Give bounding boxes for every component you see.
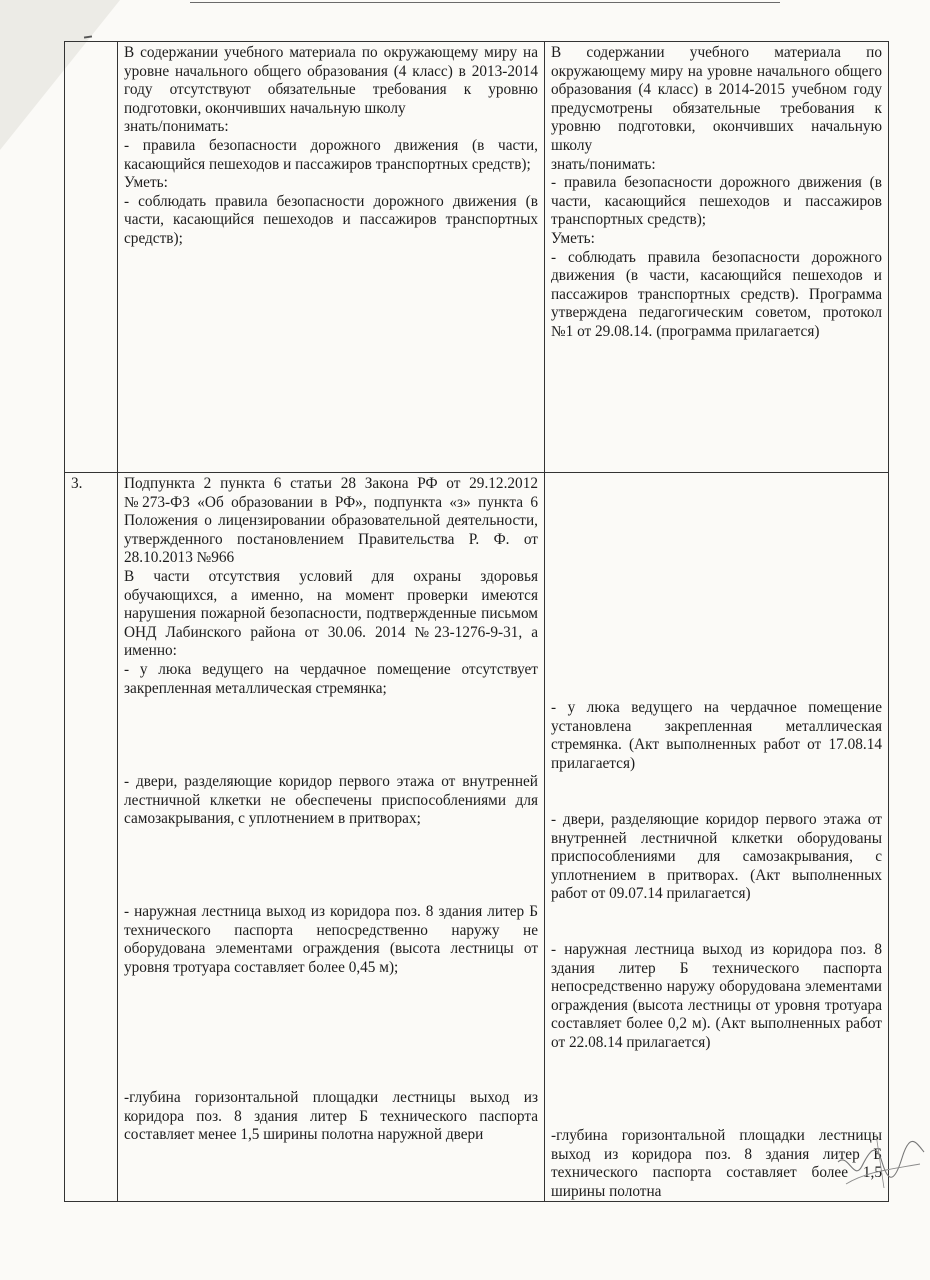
violation-item: - у люка ведущего на чердачное помещение отсутствует закрепленная металлическая стремянка; [124,660,538,697]
paragraph: В содержании учебного материала по окружающему миру на уровне начального общего образования (4 класс) в 2014-2015 учебном году предусмотрены обязательные требования к уровню подготовки, окончивших начальную школу [551,44,882,154]
violation-cell [118,42,545,473]
paragraph: - соблюдать правила безопасности дорожного движения (в части, касающийся пешеходов и пассажиров транспортных средств); [124,192,538,247]
violation-item: - наружная лестница выход из коридора поз. 8 здания литер Б технического паспорта непосредственно наружу не оборудована элементами ограждения (высота лестницы от уровня тротуара составляет более 0,45 м); [124,902,538,976]
handwritten-signature [836,1122,926,1192]
paragraph: - правила безопасности дорожного движения (в части, касающийся пешеходов и пассажиров транспортных средств); [551,174,882,229]
paragraph: - соблюдать правила безопасности дорожного движения (в части, касающийся пешеходов и пассажиров транспортных средств). Программа утверждена педагогическим советом, протокол №1 от 29.08.14. (программа прилагается) [551,248,882,340]
row-number-cell [65,42,118,473]
violation-summary: В части отсутствия условий для охраны здоровья обучающихся, а именно, на момент проверки имеются нарушения пожарной безопасности, подтвержденные письмом ОНД Лабинского района от 30.06. 2014 №23-1276-9-31, а именно: [124,567,538,660]
violation-cell [118,473,545,1202]
remedy-item: - двери, разделяющие коридор первого этажа от внутренней лестничной клкетки оборудованы приспособлениями для самозакрывания, с уплотнением в притворах. (Акт выполненных работ от 09.07.14 прилагается) [551,811,882,903]
remedy-item: - наружная лестница выход из коридора поз. 8 здания литер Б технического паспорта непосредственно наружу оборудована элементами ограждения (высота лестницы от уровня тротуара составляет более 0,2 м). (Акт выполненных работ от 22.08.14 прилагается) [551,941,882,1051]
legal-reference: Подпункта 2 пункта 6 статьи 28 Закона РФ от 29.12.2012 №273-ФЗ «Об образовании в РФ», подпункта «з» пункта 6 Положения о лицензировании образовательной деятельности, утвержденного постановлением Правительства Р. Ф. от 28.10.2013 №966 [124,475,538,567]
paragraph: знать/понимать: [124,118,229,136]
violation-item: - двери, разделяющие коридор первого этажа от внутренней лестничной клкетки не обеспечены приспособлениями для самозакрывания, с уплотнением в притворах; [124,772,538,828]
remedy-cell [545,42,889,473]
compliance-table [64,41,889,1202]
spacer [551,475,882,699]
paragraph: Уметь: [124,174,168,192]
remedy-item: -глубина горизонтальной площадки лестницы выход из коридора поз. 8 здания литер Б технического паспорта составляет более 1,5 ширины полотна [551,1127,882,1200]
top-edge-line [190,2,780,3]
table-row [65,42,889,473]
paragraph: - правила безопасности дорожного движения (в части, касающийся пешеходов и пассажиров транспортных средств); [124,136,538,173]
paragraph: Уметь: [551,229,595,247]
remedy-item: - у люка ведущего на чердачное помещение установлена закрепленная металлическая стремянка. (Акт выполненных работ от 17.08.14 прилагается) [551,699,882,772]
table-row [65,473,889,1202]
row-number-cell: 3. [65,473,118,1202]
paragraph: знать/понимать: [551,155,656,173]
paragraph: В содержании учебного материала по окружающему миру на уровне начального общего образования (4 класс) в 2013-2014 году отсутствуют обязательные требования к уровню подготовки, окончивших начальную школу [124,44,538,117]
remedy-cell [545,473,889,1202]
violation-item: -глубина горизонтальной площадки лестницы выход из коридора поз. 8 здания литер Б технического паспорта составляет менее 1,5 ширины полотна наружной двери [124,1088,538,1144]
